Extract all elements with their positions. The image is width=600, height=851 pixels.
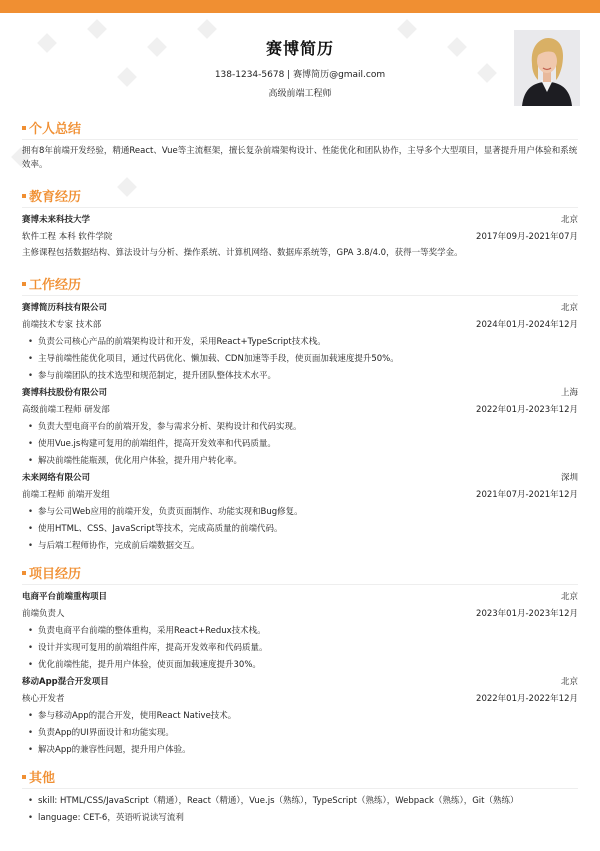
company-name: 赛博简历科技有限公司	[22, 303, 108, 313]
job-title: 高级前端工程师	[268, 89, 332, 99]
section-square-icon	[22, 775, 26, 779]
work-period: 2024年01月-2024年12月	[476, 320, 578, 330]
education-degree-row	[22, 229, 578, 246]
education-detail: 主修课程包括数据结构、算法设计与分析、操作系统、计算机网络、数据库系统等，GPA 3.8/4.0，获得一等奖学金。	[22, 248, 463, 258]
work-role: 前端技术专家 技术部	[22, 320, 102, 330]
work-role: 前端工程师 前端开发组	[22, 490, 110, 500]
list-item: • 与后端工程师协作，完成前后端数据交互。	[38, 538, 578, 555]
section-square-icon	[22, 282, 26, 286]
section-title-summary: 个人总结	[22, 118, 578, 140]
project-period: 2022年01月-2022年12月	[476, 694, 578, 704]
work-period: 2021年07月-2021年12月	[476, 490, 578, 500]
project-location: 北京	[560, 677, 578, 687]
section-title-education: 教育经历	[22, 186, 578, 208]
summary-text: 拥有8年前端开发经验，精通React、Vue等主流框架，擅长复杂前端架构设计、性能优化和团队协作，主导多个大型项目，显著提升用户体验和系统效率。	[22, 146, 578, 170]
section-title-other: 其他	[22, 767, 578, 789]
top-accent-bar	[0, 0, 600, 13]
work-location: 上海	[560, 388, 578, 398]
company-name: 未来网络有限公司	[22, 473, 91, 483]
list-item: • 使用Vue.js构建可复用的前端组件，提高开发效率和代码质量。	[38, 436, 578, 453]
list-item: • language: CET-6，英语听说读写流利	[38, 810, 578, 827]
work-entry	[22, 385, 578, 470]
candidate-name: 赛博简历	[265, 39, 334, 58]
person-portrait-icon	[514, 30, 580, 106]
list-item: • 解决前端性能瓶颈，优化用户体验，提升用户转化率。	[38, 453, 578, 470]
profile-photo	[514, 30, 580, 106]
work-location: 深圳	[560, 473, 578, 483]
school-name: 赛博未来科技大学	[22, 215, 91, 225]
education-period: 2017年09月-2021年07月	[476, 232, 578, 242]
work-role: 高级前端工程师 研发部	[22, 405, 110, 415]
work-period: 2022年01月-2023年12月	[476, 405, 578, 415]
list-item: • 设计并实现可复用的前端组件库，提高开发效率和代码质量。	[38, 640, 578, 657]
project-entry	[22, 674, 578, 759]
resume-header	[0, 36, 600, 99]
section-title-projects: 项目经历	[22, 563, 578, 585]
list-item: • 优化前端性能，提升用户体验，使页面加载速度提升30%。	[38, 657, 578, 674]
school-location: 北京	[560, 215, 578, 225]
list-item: • 解决App的兼容性问题，提升用户体验。	[38, 742, 578, 759]
project-period: 2023年01月-2023年12月	[476, 609, 578, 619]
list-item: • 参与公司Web应用的前端开发，负责页面制作、功能实现和Bug修复。	[38, 504, 578, 521]
project-location: 北京	[560, 592, 578, 602]
list-item: • 负责公司核心产品的前端架构设计和开发，采用React+TypeScript技术栈。	[38, 334, 578, 351]
project-role: 前端负责人	[22, 609, 65, 619]
list-item: • 参与前端团队的技术选型和规范制定，提升团队整体技术水平。	[38, 368, 578, 385]
company-name: 赛博科技股份有限公司	[22, 388, 108, 398]
resume-body	[22, 118, 578, 827]
list-item: • 主导前端性能优化项目，通过代码优化、懒加载、CDN加速等手段，使页面加载速度提升50%。	[38, 351, 578, 368]
list-item: • 使用HTML、CSS、JavaScript等技术，完成高质量的前端代码。	[38, 521, 578, 538]
degree: 软件工程 本科 软件学院	[22, 232, 113, 242]
project-entry	[22, 589, 578, 674]
list-item: • 负责App的UI界面设计和功能实现。	[38, 725, 578, 742]
project-name: 移动App混合开发项目	[22, 677, 109, 687]
list-item: • 参与移动App的混合开发，使用React Native技术。	[38, 708, 578, 725]
section-square-icon	[22, 194, 26, 198]
list-item: • 负责电商平台前端的整体重构，采用React+Redux技术栈。	[38, 623, 578, 640]
list-item: • skill: HTML/CSS/JavaScript（精通），React（精通），Vue.js（熟练），TypeScript（熟练），Webpack（熟练），Git（熟练）	[38, 793, 578, 810]
section-square-icon	[22, 126, 26, 130]
project-name: 电商平台前端重构项目	[22, 592, 108, 602]
list-item: • 负责大型电商平台的前端开发，参与需求分析、架构设计和代码实现。	[38, 419, 578, 436]
work-location: 北京	[560, 303, 578, 313]
work-entry	[22, 470, 578, 555]
section-title-work: 工作经历	[22, 274, 578, 296]
education-row	[22, 212, 578, 229]
work-entry	[22, 300, 578, 385]
section-square-icon	[22, 571, 26, 575]
project-role: 核心开发者	[22, 694, 65, 704]
contact-info: 138-1234-5678 | 赛博简历@gmail.com	[214, 70, 386, 80]
